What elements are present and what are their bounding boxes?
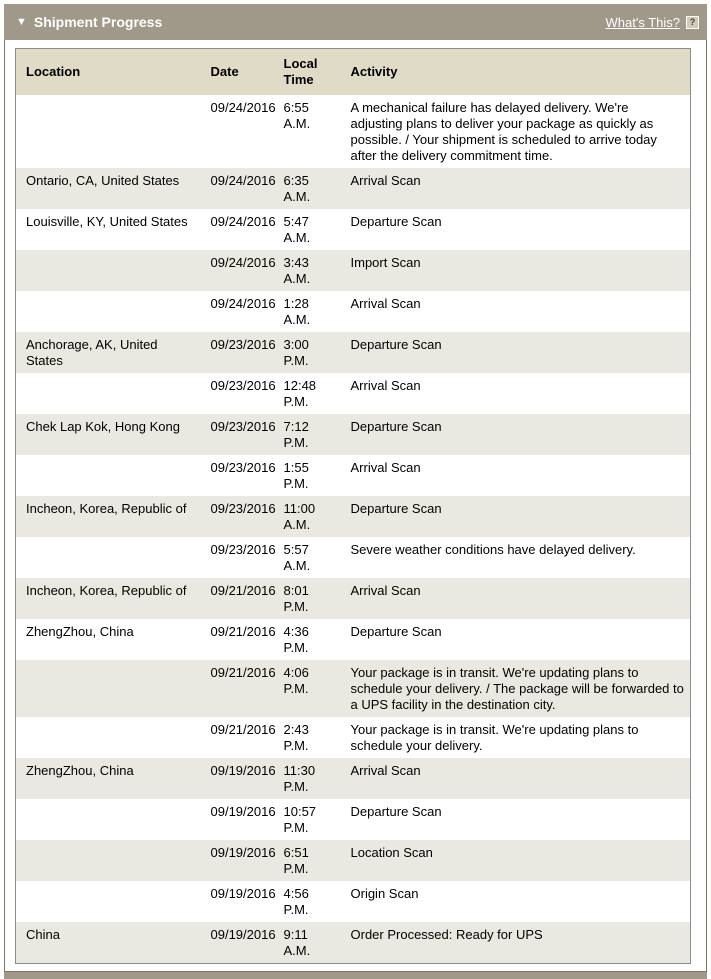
cell-location	[16, 95, 201, 168]
cell-location: Louisville, KY, United States	[26, 213, 188, 229]
cell-date: 09/23/2016	[210, 377, 276, 393]
module-footer-bar	[4, 972, 707, 979]
cell-activity: Departure Scan	[350, 213, 442, 229]
page-title: Shipment Progress	[33, 14, 163, 30]
cell-date: 09/21/2016	[210, 623, 276, 639]
collapse-arrow-icon[interactable]: ▼	[16, 15, 27, 28]
table-row	[16, 799, 691, 840]
cell-activity: Departure Scan	[350, 623, 442, 639]
column-header-activity: Activity	[341, 49, 691, 95]
cell-date: 09/19/2016	[210, 885, 276, 901]
cell-time: 4:06 P.M.	[274, 660, 341, 717]
cell-time: 6:55 A.M.	[283, 99, 311, 131]
cell-date: 09/23/2016	[201, 496, 274, 537]
cell-activity: Departure Scan	[341, 496, 691, 537]
cell-location	[16, 717, 201, 758]
cell-activity: Order Processed: Ready for UPS	[341, 922, 691, 964]
cell-location	[16, 660, 201, 717]
shipment-progress-module	[4, 4, 707, 979]
cell-location	[16, 373, 201, 414]
cell-date: 09/24/2016	[210, 295, 276, 311]
cell-date: 09/19/2016	[201, 922, 274, 964]
cell-time: 1:55 P.M.	[283, 459, 309, 491]
cell-time: 11:00 A.M.	[274, 496, 341, 537]
cell-location	[16, 537, 201, 578]
table-row	[16, 840, 691, 881]
table-row	[16, 758, 691, 799]
cell-location: China	[16, 922, 201, 964]
help-icon[interactable]: ?	[686, 16, 699, 29]
cell-activity: Departure Scan	[350, 803, 442, 819]
cell-date: 09/23/2016	[201, 332, 274, 373]
cell-time: 3:43 A.M.	[274, 250, 341, 291]
cell-location: Incheon, Korea, Republic of	[16, 496, 201, 537]
cell-activity: Arrival Scan	[350, 377, 421, 393]
table-row	[16, 414, 691, 455]
cell-location: Chek Lap Kok, Hong Kong	[16, 414, 201, 455]
cell-activity: Arrival Scan	[341, 168, 691, 209]
cell-activity: Departure Scan	[341, 414, 691, 455]
table-row	[16, 537, 691, 578]
cell-activity: Arrival Scan	[341, 578, 691, 619]
cell-time: 6:51 P.M.	[274, 840, 341, 881]
cell-date: 09/19/2016	[201, 840, 274, 881]
column-header-local-time: Local Time	[274, 49, 341, 95]
cell-activity: Import Scan	[341, 250, 691, 291]
table-row	[16, 578, 691, 619]
cell-activity: Departure Scan	[341, 332, 691, 373]
cell-time: 10:57 P.M.	[283, 803, 317, 835]
cell-date: 09/24/2016	[210, 213, 276, 229]
table-row	[16, 922, 691, 964]
cell-time: 4:36 P.M.	[283, 623, 309, 655]
cell-time: 6:35 A.M.	[274, 168, 341, 209]
cell-time: 4:56 P.M.	[283, 885, 309, 917]
module-body	[4, 40, 707, 972]
table-row	[16, 717, 691, 758]
table-row	[16, 168, 691, 209]
whats-this-link[interactable]: What's This?	[605, 14, 680, 30]
table-row	[16, 455, 691, 496]
table-row	[16, 881, 691, 922]
table-row	[16, 373, 691, 414]
table-row	[16, 619, 691, 660]
shipment-table-body	[16, 95, 691, 964]
cell-date: 09/21/2016	[201, 578, 274, 619]
cell-date: 09/21/2016	[201, 660, 274, 717]
table-row	[16, 291, 691, 332]
cell-location	[16, 250, 201, 291]
cell-date: 09/23/2016	[201, 414, 274, 455]
cell-date: 09/24/2016	[210, 99, 276, 115]
cell-time: 2:43 P.M.	[283, 721, 309, 753]
cell-activity: Origin Scan	[350, 885, 419, 901]
cell-date: 09/21/2016	[210, 721, 276, 737]
cell-date: 09/23/2016	[210, 541, 276, 557]
column-header-location: Location	[16, 49, 201, 95]
table-row	[16, 660, 691, 717]
cell-date: 09/23/2016	[210, 459, 276, 475]
cell-time: 12:48 P.M.	[283, 377, 317, 409]
column-header-date: Date	[201, 49, 274, 95]
cell-time: 1:28 A.M.	[283, 295, 311, 327]
table-row	[16, 250, 691, 291]
table-row	[16, 332, 691, 373]
table-header	[16, 49, 691, 95]
cell-location: Incheon, Korea, Republic of	[16, 578, 201, 619]
cell-location	[16, 840, 201, 881]
cell-time: 5:57 A.M.	[283, 541, 311, 573]
module-header[interactable]	[4, 4, 707, 40]
cell-activity: Location Scan	[341, 840, 691, 881]
cell-date: 09/24/2016	[201, 168, 274, 209]
cell-activity: A mechanical failure has delayed delivery. We're adjusting plans to deliver your package as quickly as possible. / Your shipment is scheduled to arrive today after the delivery commitment time.	[350, 99, 657, 163]
cell-location	[16, 799, 201, 840]
cell-time: 9:11 A.M.	[274, 922, 341, 964]
cell-location	[16, 291, 201, 332]
cell-activity: Arrival Scan	[341, 758, 691, 799]
cell-date: 09/19/2016	[210, 803, 276, 819]
cell-location: ZhengZhou, China	[26, 623, 134, 639]
cell-time: 11:30 P.M.	[274, 758, 341, 799]
cell-activity: Severe weather conditions have delayed delivery.	[350, 541, 636, 557]
cell-time: 8:01 P.M.	[274, 578, 341, 619]
cell-location	[16, 455, 201, 496]
cell-date: 09/24/2016	[201, 250, 274, 291]
cell-location	[16, 881, 201, 922]
cell-time: 7:12 P.M.	[274, 414, 341, 455]
cell-activity: Your package is in transit. We're updating plans to schedule your delivery.	[350, 721, 639, 753]
table-row	[16, 95, 691, 168]
cell-date: 09/19/2016	[201, 758, 274, 799]
cell-time: 5:47 A.M.	[283, 213, 311, 245]
shipment-table	[15, 48, 691, 964]
cell-location: Ontario, CA, United States	[16, 168, 201, 209]
cell-activity: Your package is in transit. We're updating plans to schedule your delivery. / The package will be forwarded to a UPS facility in the destination city.	[341, 660, 691, 717]
cell-location: Anchorage, AK, United States	[16, 332, 201, 373]
cell-time: 3:00 P.M.	[274, 332, 341, 373]
table-row	[16, 209, 691, 250]
cell-activity: Arrival Scan	[350, 459, 421, 475]
cell-activity: Arrival Scan	[350, 295, 421, 311]
cell-location: ZhengZhou, China	[16, 758, 201, 799]
table-row	[16, 496, 691, 537]
